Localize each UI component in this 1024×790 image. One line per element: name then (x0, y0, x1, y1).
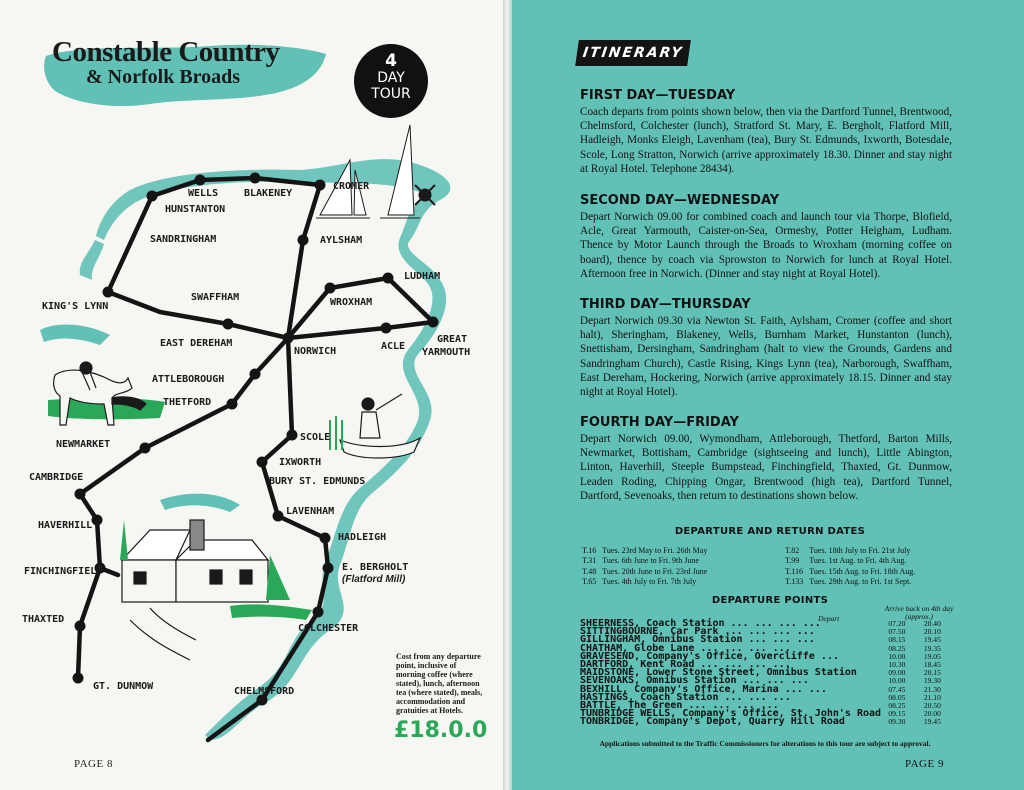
day-4-heading: FOURTH DAY—FRIDAY (580, 415, 739, 430)
label-bury-st-edmunds: BURY ST. EDMUNDS (269, 476, 366, 487)
depart-time: 10.30 (888, 660, 906, 670)
page-number-right: PAGE 9 (905, 758, 944, 770)
depart-time: 09.00 (888, 668, 906, 678)
tour-badge (354, 44, 428, 118)
dates-table-left (580, 545, 713, 588)
depart-time: 07.45 (888, 684, 906, 694)
page-number-left: PAGE 8 (74, 758, 113, 770)
cost-note: Cost from any departure point, inclusive of morning coffee (where stated), lunch, afternoon tea (where stated), meals, accommodation and gratuities at Hotels. (396, 652, 483, 715)
departure-point-name: SITTINGBOURNE, Car Park ... ... ... ... (580, 626, 815, 638)
day-1-heading: FIRST DAY—TUESDAY (580, 88, 736, 103)
return-time: 19.30 (923, 676, 941, 686)
label-ludham: LUDHAM (404, 271, 441, 282)
depart-time: 08.15 (888, 635, 906, 645)
date-row (582, 557, 711, 565)
return-time: 20.40 (923, 619, 941, 628)
departure-point-name: TONBRIDGE, Company's Depot, Quarry Hill Road (580, 716, 845, 728)
departure-point-name: BATTLE, The Green ... ... ... ... (580, 700, 779, 712)
tour-code: T.16 (582, 546, 597, 555)
return-time: 20.50 (923, 701, 941, 711)
page-title: Constable Country (52, 36, 280, 68)
label-flatford-mill: (Flatford Mill) (342, 574, 406, 585)
tour-dates: Tues. 15th Aug. to Fri. 18th Aug. (809, 566, 916, 576)
departure-point-name: TUNBRIDGE WELLS, Company's Office, St. John's Road (580, 708, 882, 720)
return-time: 19.35 (923, 643, 941, 653)
tour-code: T.82 (785, 546, 800, 555)
label-colchester: COLCHESTER (298, 623, 359, 634)
return-time: 20.00 (923, 709, 941, 719)
date-row (582, 578, 711, 586)
departure-point-row (580, 718, 952, 726)
label-thetford: THETFORD (163, 397, 212, 408)
tour-code: T.116 (785, 566, 803, 576)
return-time: 20.10 (923, 627, 941, 637)
tour-dates: Tues. 20th June to Fri. 23rd June (602, 566, 708, 576)
dates-heading: DEPARTURE AND RETURN DATES (674, 526, 866, 537)
label-attleborough: ATTLEBOROUGH (152, 374, 225, 385)
date-row (785, 557, 919, 565)
depart-time: 10.00 (888, 676, 906, 686)
departure-point-name: GRAVESEND, Company's Office, Overcliffe ... (580, 650, 839, 662)
label-aylsham: AYLSHAM (320, 235, 363, 246)
label-haverhill: HAVERHILL (38, 520, 93, 531)
label-ixworth: IXWORTH (279, 457, 322, 468)
label-wells: WELLS (188, 188, 219, 199)
flatford-mill-illustration (120, 520, 290, 660)
label-wroxham: WROXHAM (330, 297, 373, 308)
tour-code: T.133 (785, 576, 804, 586)
return-time: 18.45 (923, 660, 941, 670)
departure-points-table (580, 620, 952, 727)
dates-table-right (783, 545, 921, 588)
depart-time: 08.25 (888, 643, 906, 653)
label-blakeney: BLAKENEY (244, 188, 293, 199)
label-yarmouth: YARMOUTH (422, 347, 471, 358)
departure-point-name: BEXHILL, Company's Office, Marina ... ... (580, 683, 827, 695)
page-subtitle: & Norfolk Broads (86, 66, 241, 88)
departure-point-name: MAIDSTONE, Lower Stone Street, Omnibus Station (580, 667, 857, 679)
return-time: 21.10 (923, 692, 941, 702)
tour-price: £18.0.0 (394, 718, 488, 743)
label-finchingfield: FINCHINGFIELD (24, 566, 103, 577)
day-3-heading: THIRD DAY—THURSDAY (580, 297, 751, 312)
return-time: 20.15 (923, 668, 941, 678)
arrive-column-header: Arrive back on 4th day (approx.) (884, 604, 954, 621)
departure-points-body (580, 620, 952, 727)
depart-time: 09.30 (888, 717, 906, 727)
label-acle: ACLE (381, 341, 406, 352)
label-thaxted: THAXTED (22, 614, 65, 625)
label-cambridge: CAMBRIDGE (29, 472, 84, 483)
return-time: 21.30 (923, 684, 941, 694)
tour-code: T.31 (582, 556, 597, 566)
tour-dates: Tues. 29th Aug. to Fri. 1st Sept. (809, 576, 912, 586)
depart-time: 07.50 (888, 627, 906, 637)
label-scole: SCOLE (300, 432, 331, 443)
day-2-body: Depart Norwich 09.00 for combined coach and launch tour via Thorpe, Blofield, Acle, Great Yarmouth, Caister-on-Sea, Ormesby, Potter Heigham, Ludham. Thence by Motor Launch through the Broads to Wroxham (morning coffee on board), thence by coach via Sprowston to Norwich for lunch at Royal Hotel. Afternoon free in Norwich. (Dinner and stay night at Royal Hotel). (580, 211, 952, 280)
date-row (582, 568, 711, 576)
tour-dates: Tues. 6th June to Fri. 9th June (602, 556, 699, 566)
badge-text-tour: TOUR (371, 86, 411, 102)
departure-point-name: DARTFORD, Kent Road ... ... ... ... (580, 659, 791, 671)
day-3-body: Depart Norwich 09.30 via Newton St. Faith, Aylsham, Cromer (coffee and short halt), Sheringham, Blakeney, Wells, Burnham Market, Hunstanton (lunch), Snettisham, Dersingham, Sandringham (halt to view the Grounds, Gardens and Sandringham Church), Castle Rising, Kings Lynn (tea), Narborough, Swaffham, East Dereham, Hockering, Norwich (arrive approximately 18.15. Dinner and stay night at Royal Hotel). (580, 315, 952, 399)
date-row (785, 547, 919, 555)
label-norwich: NORWICH (294, 346, 337, 357)
departure-point-name: HASTINGS, Coach Station ... ... ... (580, 691, 791, 703)
tour-dates: Tues. 1st Aug. to Fri. 4th Aug. (809, 556, 907, 566)
return-time: 19.45 (923, 717, 941, 727)
label-sandringham: SANDRINGHAM (150, 234, 217, 245)
depart-column-header: Depart (818, 614, 840, 623)
label-cromer: CROMER (333, 181, 370, 192)
date-row (785, 578, 919, 586)
label-swaffham: SWAFFHAM (191, 292, 240, 303)
label-kings-lynn: KING'S LYNN (42, 301, 109, 312)
points-heading: DEPARTURE POINTS (711, 595, 829, 606)
depart-time: 07.20 (888, 619, 906, 628)
label-gt-dunmow: GT. DUNMOW (93, 681, 154, 692)
day-4-body: Depart Norwich 09.00, Wymondham, Attleborough, Thetford, Barton Mills, Newmarket, Bottisham, Cambridge (sightseeing and lunch), Little Abington, Linton, Haverhill, Steeple Bumpstead, Finchingfield, Thaxted, Gt. Dunmow, Leaden Roding, Chipping Ongar, Brentwood (high tea), Dartford Tunnel, Dartford, Sevenoaks, then return to destinations shown below. (580, 433, 952, 502)
tour-routes (78, 178, 433, 740)
departure-point-name: GILLINGHAM, Omnibus Station ... ... ... (580, 634, 815, 646)
badge-text-day: DAY (377, 70, 405, 86)
itinerary-banner: ITINERARY (575, 40, 691, 66)
return-time: 19.45 (923, 635, 941, 645)
departure-point-name: SEVENOAKS, Omnibus Station ... ... ... (580, 675, 809, 687)
label-lavenham: LAVENHAM (286, 506, 335, 517)
label-hunstanton: HUNSTANTON (165, 204, 226, 215)
badge-number: 4 (385, 51, 397, 71)
label-newmarket: NEWMARKET (56, 439, 111, 450)
departure-point-name: CHATHAM, Globe Lane ... ... ... ... (580, 642, 791, 654)
tour-dates: Tues. 4th July to Fri. 7th July (602, 576, 697, 586)
departure-point-name: SHEERNESS, Coach Station ... ... ... ... (580, 618, 821, 629)
depart-time: 08.25 (888, 701, 906, 711)
depart-time: 09.15 (888, 709, 906, 719)
label-great: GREAT (437, 334, 468, 345)
day-1-body: Coach departs from points shown below, then via the Dartford Tunnel, Brentwood, Chelmsford, Colchester (lunch), Stratford St. Mary, E. Bergholt, Flatford Mill, Hadleigh, Monks Eleigh, Lavenham (tea), Bury St. Edmunds, Ixworth, Botesdale, Scole, Long Stratton, Norwich (arrive approximately 18.30. Dinner and stay night at Royal Hotel. Telephone 28434). (580, 106, 952, 175)
label-e-bergholt: E. BERGHOLT (342, 562, 409, 573)
approval-footnote: Applications submitted to the Traffic Commissioners for alterations to this tour are subject to approval. (599, 739, 931, 748)
label-hadleigh: HADLEIGH (338, 532, 387, 543)
tour-dates: Tues. 18th July to Fri. 21st July (809, 546, 911, 555)
tour-code: T.99 (785, 556, 800, 566)
tour-code: T.65 (582, 576, 597, 586)
depart-time: 10.00 (888, 651, 906, 661)
day-2-heading: SECOND DAY—WEDNESDAY (580, 193, 780, 208)
label-east-dereham: EAST DEREHAM (160, 338, 233, 349)
return-time: 19.05 (923, 651, 941, 661)
label-chelmsford: CHELMSFORD (234, 686, 295, 697)
date-row (785, 568, 919, 576)
fisherman-illustration (330, 394, 420, 458)
depart-time: 08.05 (888, 692, 906, 702)
left-page (0, 0, 508, 790)
date-row (582, 547, 711, 555)
tour-dates: Tues. 23rd May to Fri. 26th May (602, 546, 708, 555)
tour-code: T.48 (582, 566, 597, 576)
